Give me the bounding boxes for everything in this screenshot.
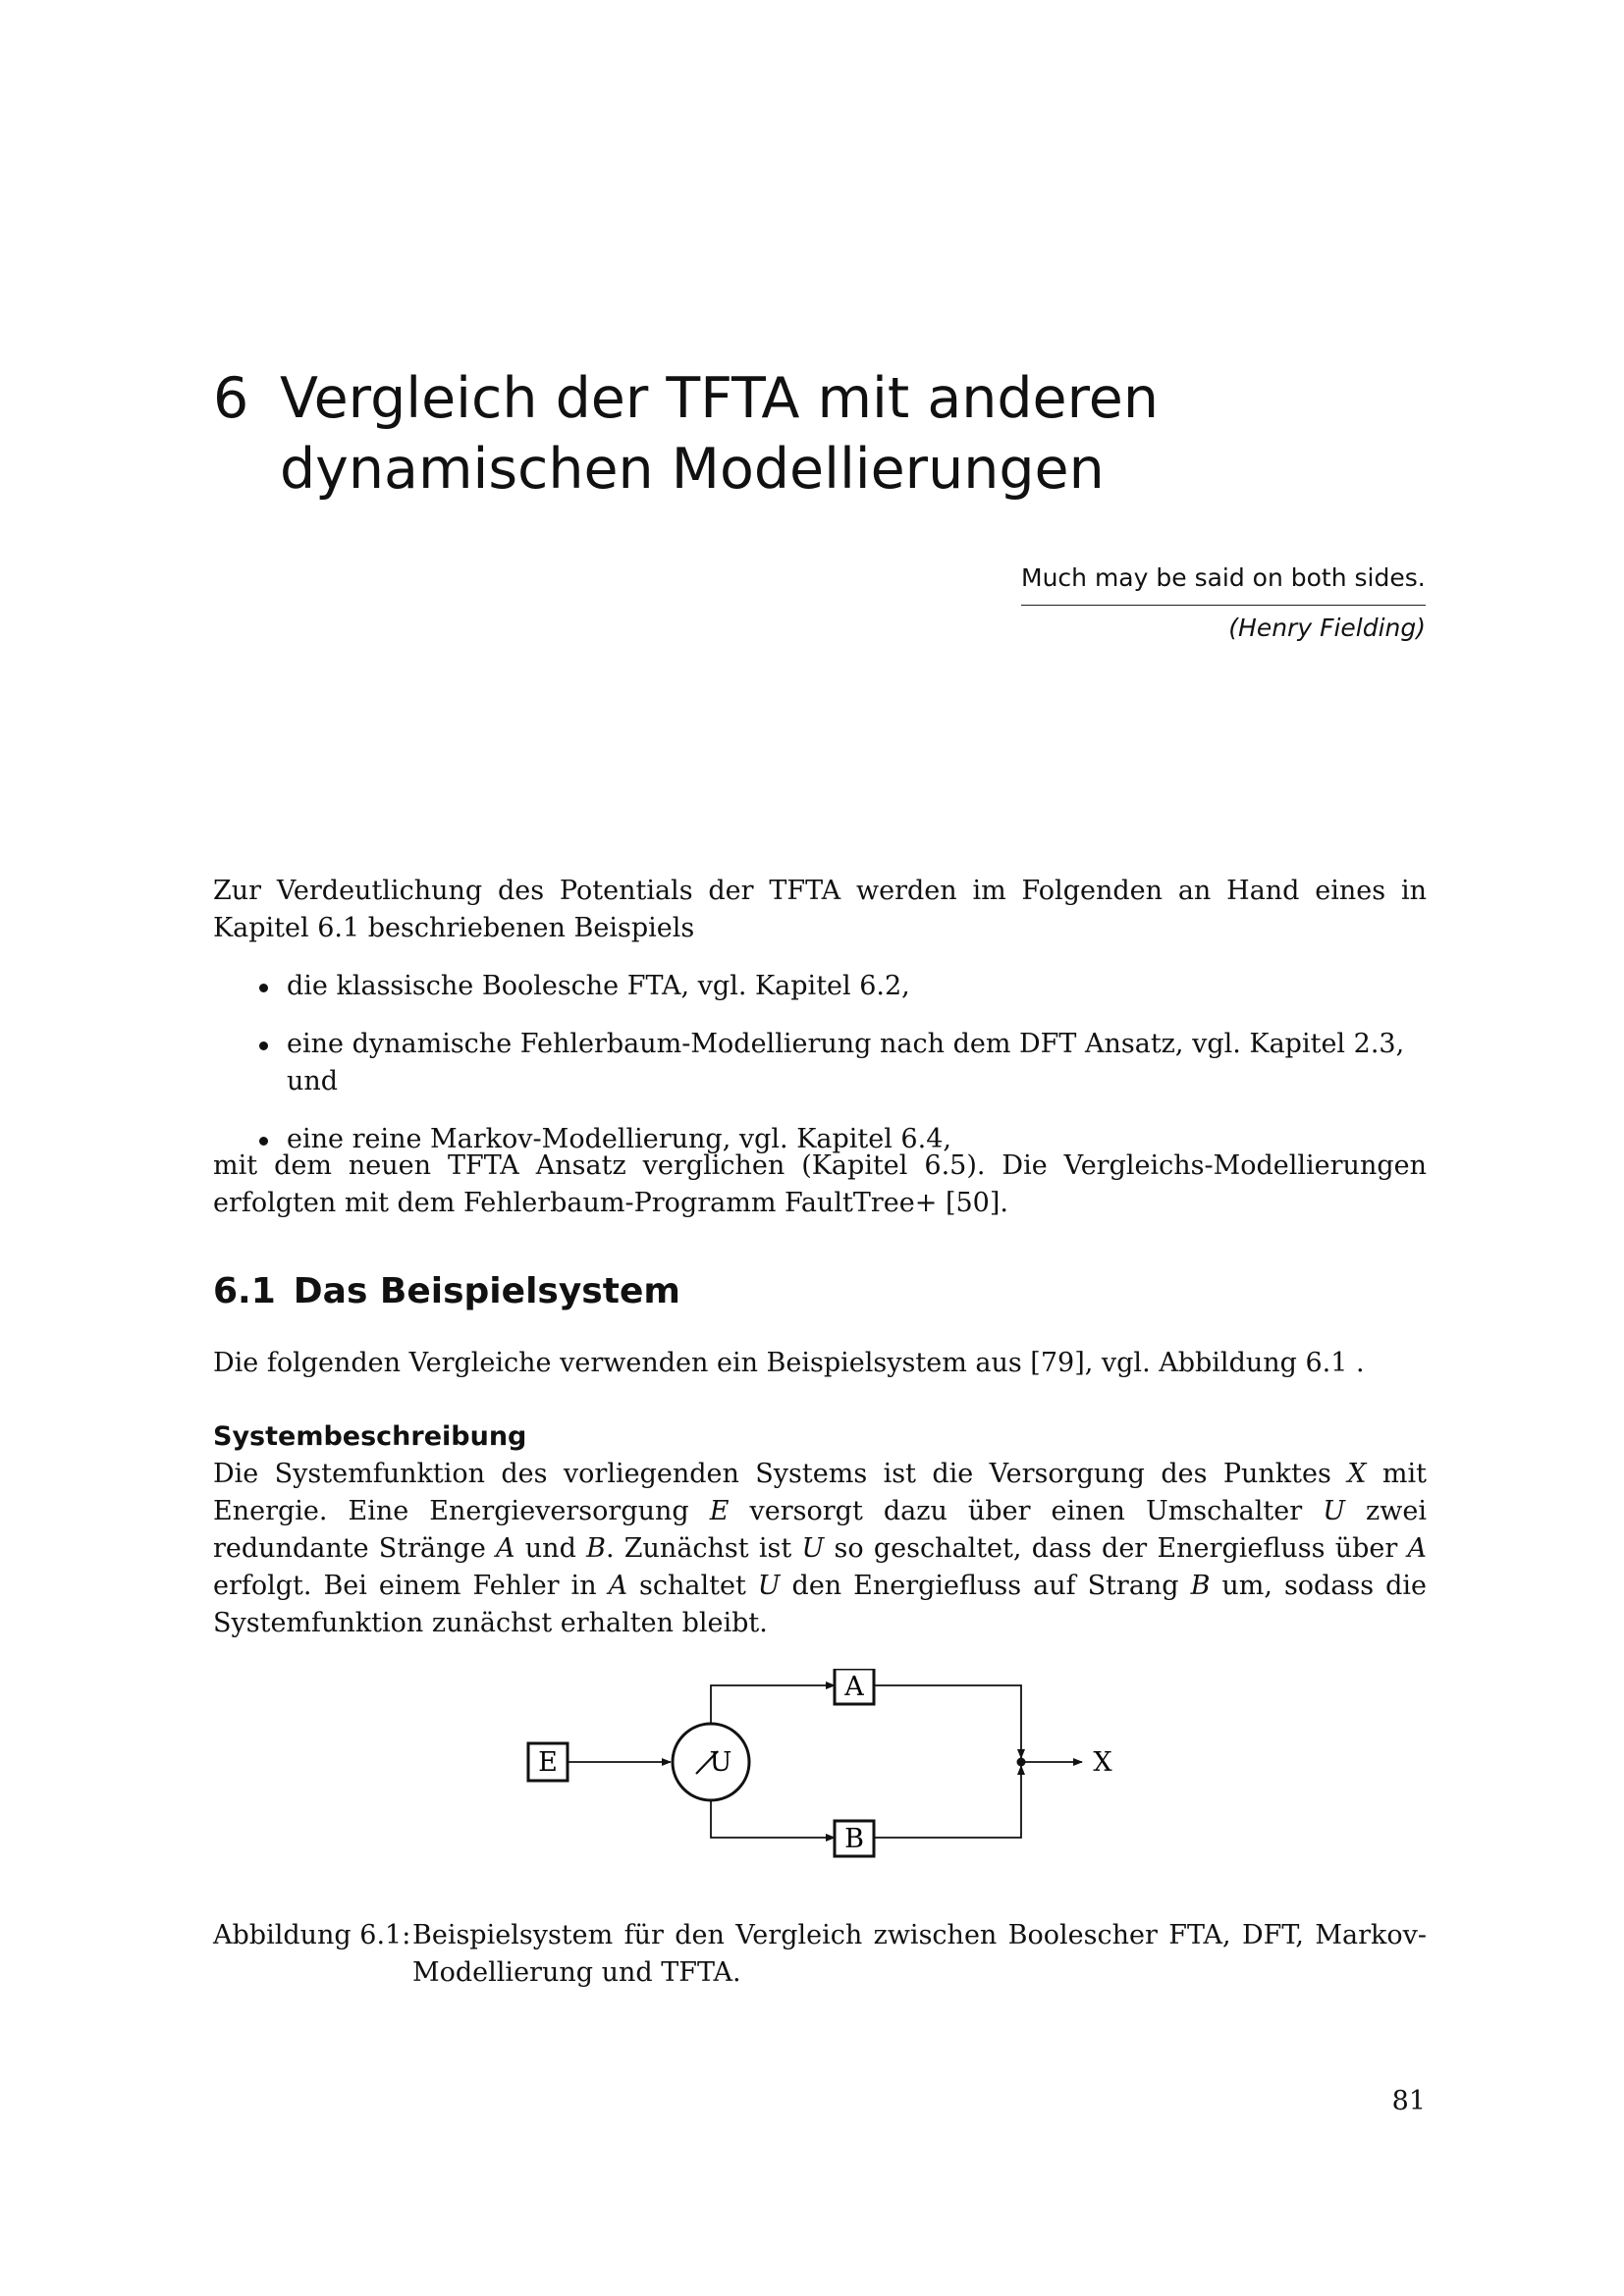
section-heading (213, 1268, 680, 1315)
epigraph (1021, 561, 1426, 645)
node-a (835, 1669, 874, 1704)
list-item-text: eine dynamische Fehlerbaum-Modellierung nach dem DFT Ansatz, vgl. Kapitel 2.3, und (287, 1029, 1405, 1096)
list-item-text: die klassische Boolesche FTA, vgl. Kapitel 6.2, (287, 971, 910, 1001)
math-var: A (496, 1533, 515, 1564)
edge-u-a (711, 1685, 835, 1724)
text-run: den Energiefluss auf Strang (780, 1571, 1191, 1601)
epigraph-rule (1021, 605, 1426, 606)
figure-caption-label: Abbildung 6.1: (213, 1920, 411, 1950)
section-intro: Die folgenden Vergleiche verwenden ein Beispielsystem aus [79], vgl. Abbildung 6.1 . (213, 1348, 1365, 1378)
section-title: Das Beispielsystem (293, 1271, 680, 1311)
chapter-title-text: Vergleich der TFTA mit anderen dynamischen Modellierungen (280, 366, 1159, 502)
math-var: E (709, 1496, 730, 1526)
edge-a-junction (874, 1685, 1021, 1758)
edge-u-b (711, 1800, 835, 1838)
figure-caption-text: Beispielsystem für den Vergleich zwischen Boolescher FTA, DFT, Markov-Modellierung und TFTA. (412, 1920, 1427, 1988)
list-item (257, 1026, 1426, 1100)
node-b-label: B (844, 1824, 864, 1854)
text-run: . Zunächst ist (605, 1533, 802, 1564)
intro-conclusion: mit dem neuen TFTA Ansatz verglichen (Kapitel 6.5). Die Vergleichs-Modellierungen erfolgten mit dem Fehlerbaum-Programm FaultTree+ [50]. (213, 1150, 1427, 1218)
bullet-icon (259, 984, 268, 992)
system-diagram (511, 1669, 1119, 1875)
bullet-icon (259, 1041, 268, 1050)
chapter-number: 6 (213, 366, 249, 431)
page-number: 81 (1391, 2086, 1426, 2116)
node-e-label: E (538, 1747, 558, 1778)
math-var: B (586, 1533, 606, 1564)
text-run: erfolgt. Bei einem Fehler in (213, 1571, 609, 1601)
text-run: zwei redundante Stränge (213, 1496, 1427, 1564)
text-run: schaltet (627, 1571, 758, 1601)
node-u-label: U (709, 1747, 732, 1778)
math-var: X (1347, 1459, 1367, 1489)
system-description (213, 1456, 1427, 1642)
edge-b-junction (874, 1766, 1021, 1838)
section-number: 6.1 (213, 1271, 276, 1311)
text-run: Die Systemfunktion des vorliegenden Systems ist die Versorgung des Punktes (213, 1459, 1348, 1489)
text-run: um, sodass die Systemfunktion zunächst erhalten bleibt. (213, 1571, 1428, 1638)
math-var: U (801, 1533, 825, 1564)
node-x-label: X (1093, 1747, 1112, 1778)
list-item-text: eine reine Markov-Modellierung, vgl. Kapitel 6.4, (287, 1124, 951, 1154)
text-run: und (514, 1533, 587, 1564)
math-var: B (1190, 1571, 1211, 1601)
intro-paragraph: Zur Verdeutlichung des Potentials der TFTA werden im Folgenden an Hand eines in Kapitel 6.1 beschriebenen Beispiels (213, 876, 1427, 943)
node-a-label: A (844, 1672, 864, 1702)
text-run: so geschaltet, dass der Energiefluss über (824, 1533, 1408, 1564)
epigraph-author: (Henry Fielding) (1228, 614, 1426, 642)
node-u-switch (673, 1724, 749, 1800)
text-run: versorgt dazu über einen Umschalter (729, 1496, 1324, 1526)
node-b (835, 1821, 874, 1856)
math-var: U (757, 1571, 781, 1601)
math-var: A (1407, 1533, 1427, 1564)
bullet-icon (259, 1137, 268, 1146)
math-var: U (1323, 1496, 1345, 1526)
node-e (528, 1743, 568, 1781)
math-var: A (608, 1571, 628, 1601)
list-item (257, 968, 1426, 1005)
epigraph-quote: Much may be said on both sides. (1021, 563, 1426, 592)
text-run: mit Energie. Eine Energieversorgung (213, 1459, 1427, 1526)
subsection-heading: Systembeschreibung (213, 1421, 527, 1452)
